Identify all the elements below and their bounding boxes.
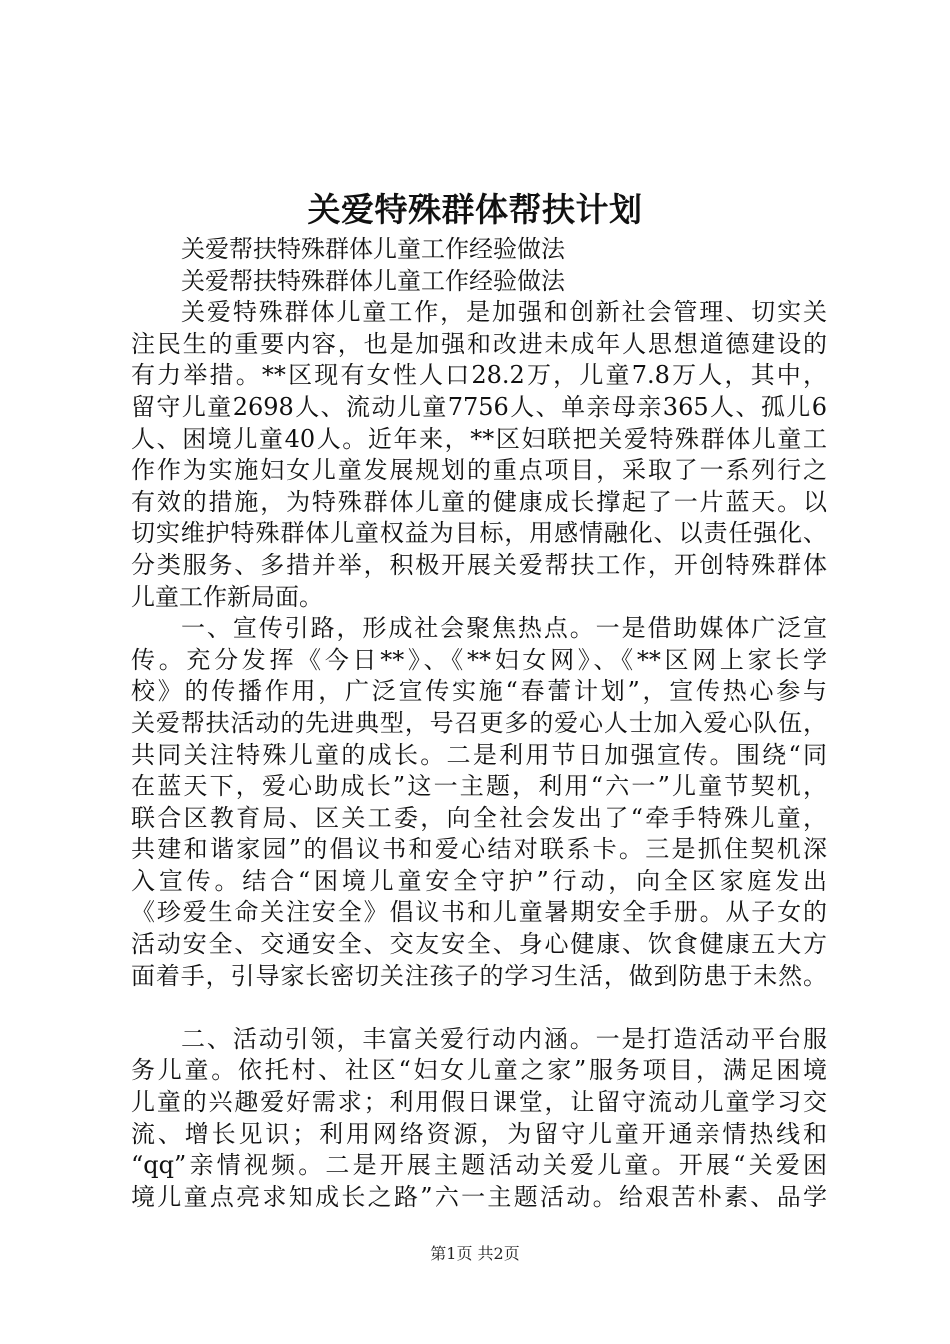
- text-line: 关爱帮扶特殊群体儿童工作经验做法: [181, 266, 565, 295]
- text-line: 境儿童点亮求知成长之路”六一主题活动。给艰苦朴素、品学: [131, 1182, 827, 1211]
- page-footer: 第1页 共2页: [430, 1244, 520, 1263]
- document-body: [131, 234, 827, 1213]
- text-line: 人、困境儿童40人。近年来，**区妇联把关爱特殊群体儿童工: [131, 424, 827, 453]
- text-line: 校》的传播作用，广泛宣传实施“春蕾计划”，宣传热心参与: [131, 677, 827, 706]
- text-line: 共同关注特殊儿童的成长。二是利用节日加强宣传。围绕“同: [131, 740, 827, 769]
- text-line: 切实维护特殊群体儿童权益为目标，用感情融化、以责任强化、: [131, 519, 827, 548]
- text-line: 分类服务、多措并举，积极开展关爱帮扶工作，开创特殊群体: [131, 550, 827, 579]
- text-line: 联合区教育局、区关工委，向全社会发出了“牵手特殊儿童，: [131, 803, 827, 832]
- text-line: 共建和谐家园”的倡议书和爱心结对联系卡。三是抓住契机深: [131, 835, 827, 864]
- text-line: 儿童的兴趣爱好需求；利用假日课堂，让留守流动儿童学习交: [131, 1088, 827, 1117]
- text-line: 有效的措施，为特殊群体儿童的健康成长撑起了一片蓝天。以: [131, 487, 827, 516]
- text-line: 《珍爱生命关注安全》倡议书和儿童暑期安全手册。从子女的: [131, 898, 827, 927]
- text-line: 传。充分发挥《今日**》、《**妇女网》、《**区网上家长学: [131, 645, 827, 674]
- text-line: 关爱帮扶活动的先进典型，号召更多的爱心人士加入爱心队伍，: [131, 708, 827, 737]
- text-line: 关爱帮扶特殊群体儿童工作经验做法: [181, 235, 565, 263]
- text-line: 务儿童。依托村、社区“妇女儿童之家”服务项目，满足困境: [131, 1056, 827, 1085]
- text-line: 活动安全、交通安全、交友安全、身心健康、饮食健康五大方: [131, 930, 827, 959]
- text-line: 二、活动引领，丰富关爱行动内涵。一是打造活动平台服: [181, 1024, 827, 1053]
- text-line: 在蓝天下，爱心助成长”这一主题，利用“六一”儿童节契机，: [131, 772, 827, 801]
- text-line: 入宣传。结合“困境儿童安全守护”行动，向全区家庭发出: [131, 866, 827, 895]
- text-line: 面着手，引导家长密切关注孩子的学习生活，做到防患于未然。: [131, 961, 827, 990]
- text-line: 作作为实施妇女儿童发展规划的重点项目，采取了一系列行之: [131, 456, 827, 485]
- text-line: 关爱特殊群体儿童工作，是加强和创新社会管理、切实关: [181, 298, 827, 327]
- blank-line: [131, 992, 827, 1024]
- page-title: 关爱特殊群体帮扶计划: [307, 190, 643, 229]
- text-line: 儿童工作新局面。: [131, 582, 323, 611]
- text-line: 一、宣传引路，形成社会聚焦热点。一是借助媒体广泛宣: [181, 614, 827, 643]
- text-line: 流、增长见识；利用网络资源，为留守儿童开通亲情热线和: [131, 1119, 827, 1148]
- text-line: 注民生的重要内容，也是加强和改进未成年人思想道德建设的: [131, 329, 827, 358]
- text-line: 留守儿童2698人、流动儿童7756人、单亲母亲365人、孤儿6: [131, 392, 827, 421]
- text-line: 有力举措。**区现有女性人口28.2万，儿童7.8万人，其中，: [131, 361, 827, 390]
- text-line: “qq”亲情视频。二是开展主题活动关爱儿童。开展“关爱困: [131, 1151, 827, 1180]
